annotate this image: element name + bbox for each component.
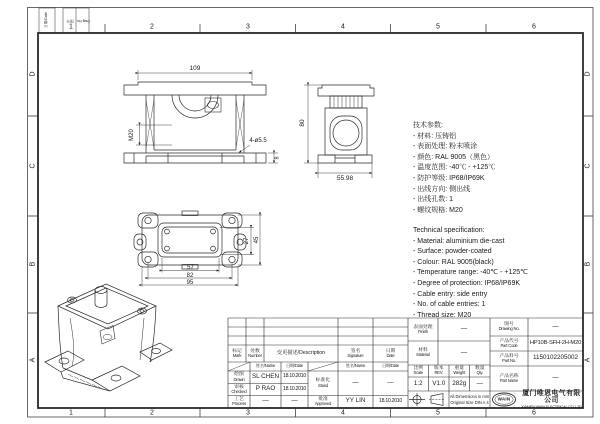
- spec-line: - 颜色: RAL 9005（黑色）: [413, 153, 495, 161]
- tb-process-name: [250, 396, 281, 409]
- value: 18.10.2010: [283, 385, 306, 392]
- dim-front-foot: 8: [274, 156, 281, 160]
- tb-rev-label: [429, 365, 450, 377]
- value: 18.10.2010: [283, 373, 306, 380]
- label-cn: 标记: [232, 348, 242, 354]
- label-cn: 审核: [234, 384, 244, 390]
- tb-material-label: [408, 341, 438, 365]
- spec-line: - Degree of protection: IP68/IP69K: [413, 279, 521, 287]
- label-cn: 比例: [413, 366, 424, 372]
- label-cn: 产品代号: [499, 338, 519, 344]
- front-view-logo-icon: [205, 98, 221, 112]
- tb-process-date: [281, 396, 308, 409]
- label-en: Qty.: [476, 370, 484, 376]
- label-en: Weight: [453, 370, 466, 376]
- value: —: [552, 374, 559, 382]
- tb-qty-value: [470, 377, 491, 391]
- tb-stand-name: [338, 371, 373, 396]
- dim-top-c: 95: [186, 279, 194, 286]
- border-row-label: B: [584, 261, 592, 267]
- tb-weight-value: [449, 377, 470, 391]
- spec-line: - 螺纹规格: M20: [413, 206, 463, 214]
- tb-header-mark: [228, 345, 246, 362]
- label: 姓名/Name: [345, 363, 366, 369]
- tb-drawn-name: [250, 371, 281, 384]
- label-cn: 批准: [318, 396, 328, 402]
- value: HP10B-SFH-2H-M20: [529, 340, 582, 347]
- label-cn: 产品名称: [499, 373, 519, 379]
- label-en: Part No.: [502, 357, 516, 363]
- border-col-label: 5: [436, 23, 440, 31]
- value: —: [460, 325, 468, 333]
- tb-subheader-name2: [338, 362, 373, 371]
- tb-part-no-value: [528, 351, 583, 366]
- label-cn: 图号: [504, 322, 514, 328]
- label-cn: 标准化: [315, 378, 331, 384]
- note-line: Original Size DIN A 4: [450, 399, 489, 405]
- value: SL CHEN: [251, 372, 280, 380]
- tb-drawing-no-value: [528, 318, 583, 336]
- tb-subheader-date2: [373, 362, 408, 371]
- border-col-label: 2: [150, 409, 154, 417]
- tb-company: [520, 391, 583, 408]
- label-en: Mark: [232, 352, 242, 358]
- dim-front-thread: M20: [129, 129, 135, 141]
- value: 1150102205002: [532, 354, 579, 362]
- label-cn: 处数: [250, 348, 260, 354]
- dim-side-width: 55.98: [336, 174, 354, 182]
- tb-part-code-label: [490, 336, 528, 351]
- top-view: [134, 211, 262, 287]
- value: 1:2: [413, 379, 423, 387]
- border-col-label: 1: [69, 409, 73, 417]
- tb-notes: [449, 391, 490, 408]
- spec-line: - Thread size: M20: [413, 311, 472, 319]
- corner-fold-cell: 日期/Date: [44, 12, 49, 28]
- tb-checked-date: [281, 384, 308, 396]
- value: —: [387, 378, 394, 386]
- border-col-label: 3: [246, 23, 250, 31]
- dim-top-outer: 45: [253, 236, 260, 244]
- label-cn: 表面处理: [413, 324, 433, 330]
- tb-checked-label: [228, 384, 250, 396]
- tb-subheader-date: [281, 362, 308, 371]
- border-row-label: D: [584, 71, 592, 77]
- label-en: Stand: [318, 382, 328, 388]
- spec-title-en: Technical specification:: [413, 227, 485, 234]
- spec-line: - 防护等级: IP68/IP69K: [413, 174, 485, 182]
- spec-line: - Material: aluminium die-cast: [413, 237, 505, 245]
- border-col-label: 4: [341, 409, 345, 417]
- label-en: Drawing No.: [498, 326, 520, 332]
- spec-block-en: [413, 226, 528, 321]
- value: —: [352, 378, 359, 386]
- isometric-view: [45, 284, 172, 391]
- tb-part-name-value: [528, 366, 583, 391]
- border-row-label: A: [584, 357, 592, 363]
- tb-qty-label: [470, 365, 491, 377]
- label-en: Material: [416, 352, 430, 358]
- label-cn: 签名: [350, 348, 361, 354]
- tb-checked-name: [250, 384, 281, 396]
- tb-drawn-date: [281, 371, 308, 384]
- dim-side-height: 80: [298, 119, 306, 127]
- border-row-label: C: [29, 163, 37, 169]
- label-cn: 材料: [418, 348, 428, 354]
- tb-scale-value: [408, 377, 429, 391]
- corner-fold-cell: 图号: [65, 18, 74, 23]
- tb-scale-label: [408, 365, 429, 377]
- dim-top-inner: 27: [244, 237, 250, 245]
- label-en: REV.: [434, 370, 444, 376]
- label-en: Checked: [231, 388, 247, 394]
- spec-block-cn: [413, 121, 495, 216]
- spec-line: - 出线孔数: 1: [413, 196, 454, 204]
- tb-approved-label: [308, 396, 338, 409]
- label-en: Process: [232, 401, 246, 407]
- tb-part-code-value: [528, 336, 583, 351]
- dim-top-a: 57: [187, 265, 194, 271]
- label-cn: 产品料号: [499, 353, 519, 359]
- label-en: Signature: [347, 352, 364, 358]
- spec-line: - Surface: powder-coated: [413, 248, 492, 256]
- border-col-label: 4: [341, 23, 345, 31]
- spec-title-cn: 技术参数:: [413, 122, 443, 129]
- tb-finish-label: [408, 318, 438, 341]
- front-view: [124, 70, 278, 163]
- label-cn: 日期: [385, 348, 396, 354]
- tb-material-value: [438, 341, 490, 365]
- border-col-label: 6: [532, 23, 536, 31]
- tb-header-number: [246, 345, 264, 362]
- company-name-cn: 厦门唯恩电气有限公司: [522, 390, 581, 405]
- border-col-label: 3: [246, 409, 250, 417]
- spec-line: - 表面处理: 粉末喷涂: [413, 143, 478, 151]
- label-cn: 工艺: [234, 396, 244, 402]
- tb-weight-label: [449, 365, 470, 377]
- tb-header-signature: [338, 345, 373, 362]
- label-cn: 数量: [474, 366, 485, 372]
- tb-header-date: [373, 345, 408, 362]
- tb-stand-label: [308, 371, 338, 396]
- label-en: Part Code: [500, 342, 518, 348]
- value: 282g: [452, 379, 467, 387]
- value: —: [552, 322, 559, 330]
- spec-line: - Temperature range: -40℃ - +125℃: [413, 269, 529, 277]
- label-en: Number: [248, 352, 262, 358]
- label-cn: 重量: [454, 366, 465, 372]
- dim-front-width: 109: [189, 64, 201, 72]
- side-view: [304, 85, 374, 178]
- border-row-label: D: [29, 71, 37, 77]
- tb-stand-date: [373, 371, 408, 396]
- tb-approved-name: [338, 396, 373, 409]
- border-col-label: 2: [150, 23, 154, 31]
- tb-subheader-name: [250, 362, 281, 371]
- value: V1.0: [432, 379, 446, 387]
- label-cn: 绘图: [234, 372, 244, 378]
- tb-rev-value: [429, 377, 450, 391]
- border-col-label: 6: [532, 409, 536, 417]
- value: —: [262, 397, 269, 405]
- border-row-label: C: [584, 163, 592, 169]
- company-logo-text: WAIN: [497, 396, 511, 402]
- spec-line: - Cable entry: side entry: [413, 290, 488, 298]
- label-en: Drawn: [233, 376, 245, 382]
- label-cn: 版本: [433, 366, 444, 372]
- label: 变更描述/Description: [276, 349, 326, 356]
- spec-line: - 出线方向: 侧出线: [413, 185, 471, 193]
- border-row-label: A: [29, 357, 37, 363]
- border-col-label: 5: [436, 409, 440, 417]
- label-en: Scale: [413, 370, 423, 376]
- value: P RAO: [255, 385, 276, 393]
- label-en: Finish: [418, 328, 428, 334]
- value: YY LIN: [345, 397, 366, 405]
- label: 日期/Date: [382, 363, 399, 369]
- spec-line: - 温度范围: -40℃ - +125℃: [413, 164, 496, 172]
- tb-header-description: [264, 345, 338, 362]
- value: —: [291, 397, 298, 405]
- label: 姓名/Name: [255, 363, 276, 369]
- spec-line: - Colour: RAL 9005(black): [413, 258, 494, 266]
- tb-drawn-label: [228, 371, 250, 384]
- spec-line: - No. of cable entries: 1: [413, 301, 486, 309]
- label-en: Approved: [314, 401, 332, 407]
- isometric-logo-icon: [100, 326, 115, 345]
- label-en: Date: [386, 352, 395, 358]
- value: 18.10.2010: [379, 397, 402, 404]
- tb-part-no-label: [490, 351, 528, 366]
- tb-finish-value: [438, 318, 490, 341]
- corner-fold-cell: Dwg.No.: [75, 18, 90, 23]
- dim-front-holes: 4-ø5.5: [249, 138, 267, 144]
- label-en: Part Name: [499, 377, 519, 383]
- value: —: [460, 348, 468, 356]
- projection-symbol-icon: [409, 393, 445, 406]
- label: 日期/Date: [286, 363, 303, 369]
- spec-line: - 材料: 压铸铝: [413, 132, 457, 140]
- tb-process-label: [228, 396, 250, 409]
- dim-top-b: 82: [186, 272, 194, 279]
- tb-drawing-no-label: [490, 318, 528, 336]
- tb-part-name-label: [490, 366, 528, 391]
- border-row-label: B: [29, 261, 37, 267]
- border-col-label: 1: [69, 23, 73, 31]
- company-name-en: XIAMEN WAIN ELECTRICAL CO.,LTD: [521, 404, 582, 409]
- note-line: All Dimensions in mm: [449, 393, 490, 399]
- value: —: [476, 379, 483, 387]
- tb-approved-date: [373, 396, 408, 409]
